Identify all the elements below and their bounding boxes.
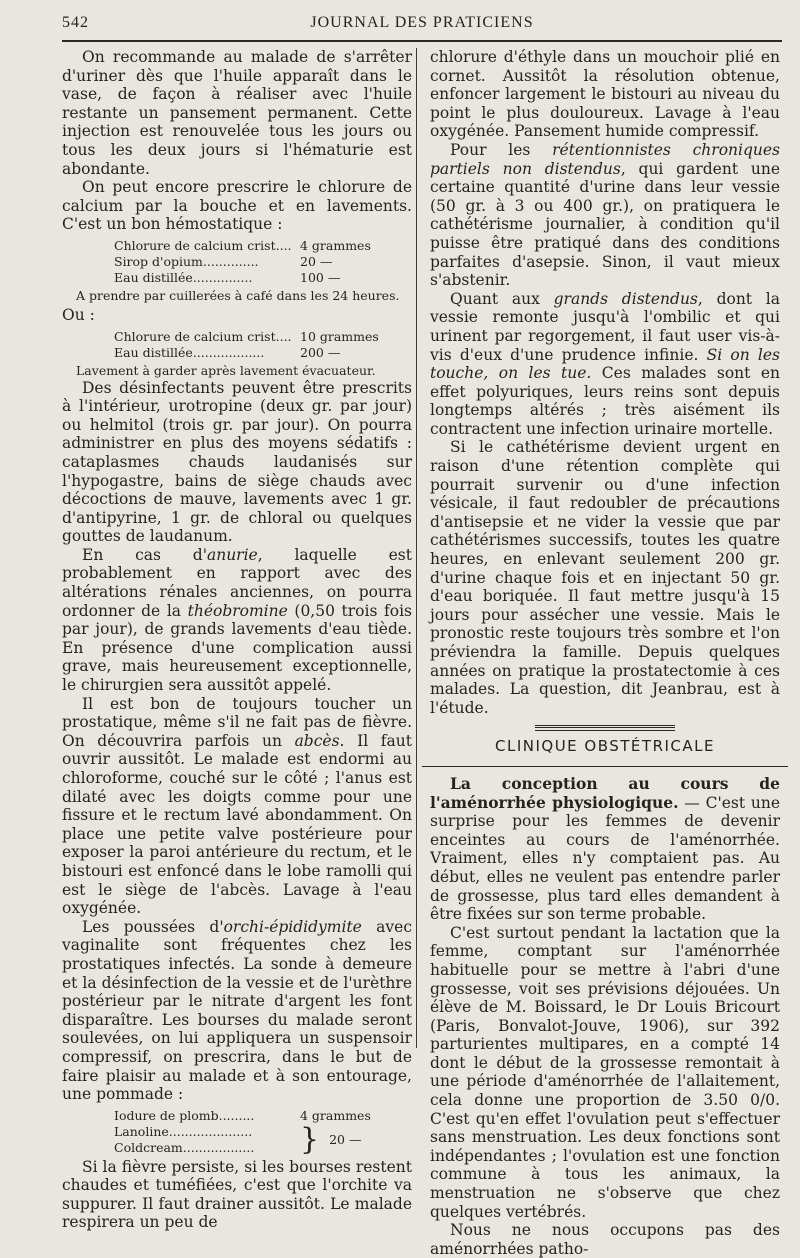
- text-run: , qui gardent une certaine quantité d'urine dans leur vessie (50 gr. à 3 ou 400 gr.), on pratiquera le cathétérisme journalier, à condition qu'il puisse être pratiqué dans des conditions parfaites d'asepsie. Sinon, il vaut mieux s'abstenir.: [430, 159, 780, 290]
- emphasis: théobromine: [187, 601, 288, 620]
- text-run: , laquelle est probablement en rapport avec des altérations rénales anciennes, on pourra ordonner de la: [62, 545, 412, 620]
- right-column: [430, 48, 780, 1258]
- paragraph: chlorure d'éthyle dans un mouchoir plié en cornet. Aussitôt la résolution obtenue, enfoncer largement le bistouri au niveau du point le plus douloureux. Lavage à l'eau oxygénée. Pansement humide compressif.: [430, 48, 780, 141]
- text-run: Quant aux: [450, 289, 554, 308]
- emphasis: orchi-épididymite: [223, 917, 362, 936]
- quantity: 200 —: [300, 344, 341, 360]
- prescription-line: [114, 238, 412, 254]
- ingredient: Chlorure de calcium crist....: [114, 237, 292, 253]
- running-header: [62, 14, 782, 38]
- quantity: 4 grammes: [300, 1107, 371, 1123]
- left-column: [62, 48, 412, 1232]
- emphasis: rétentionnistes chroniques partiels non distendus: [430, 140, 780, 178]
- prescription-line: [114, 329, 412, 345]
- section-rule: [422, 766, 788, 767]
- quantity: 100 —: [300, 269, 341, 285]
- paragraph: Si le cathétérisme devient urgent en raison d'une rétention complète qui pourrait survenir ou d'une infection vésicale, il faut redoubler de précautions d'antisepsie et ne vider la vessie que par cathétérismes successifs, toutes les quatre heures, en enlevant seulement 200 gr. d'urine chaque fois et en injectant 50 gr. d'eau boriquée. Il faut mettre jusqu'à 15 jours pour assécher une vessie. Mais le pronostic reste toujours très sombre et l'on préviendra la famille. Depuis quelques années on pratique la prostatectomie à ces malades. La question, dit Jeanbrau, est à l'étude.: [430, 438, 780, 717]
- paragraph: On peut encore prescrire le chlorure de calcium par la bouche et en lavements. C'est un bon hémostatique :: [62, 178, 412, 234]
- alternative-label: Ou :: [62, 305, 95, 324]
- prescription-3: [114, 1108, 412, 1156]
- text-run: (0,50 trois fois par jour), de grands lavements d'eau tiède. En présence d'une complication aussi grave, mais heureusement exceptionnelle, le chirurgien sera aussitôt appelé.: [62, 601, 412, 695]
- paragraph: [430, 775, 780, 924]
- text-run: avec vaginalite sont fréquentes chez les prostatiques infectés. La sonde à demeure et la désinfection de la vessie et de l'urèthre postérieur par le nitrate d'argent les font disparaître. Les bourses du malade seront soulevées, on lui appliquera un suspensoir compressif, on prescrira, dans le but de faire plaisir au malade et à son entourage, une pommade :: [62, 917, 412, 1104]
- prescription-line: [114, 254, 412, 270]
- paragraph: Nous ne nous occupons pas des aménorrhées patho-: [430, 1221, 780, 1258]
- paragraph: [62, 695, 412, 918]
- emphasis: anurie: [206, 545, 258, 564]
- brace-symbol: }: [300, 1121, 320, 1157]
- section-separator: [535, 725, 675, 731]
- section-title: CLINIQUE OBSTÉTRICALE: [494, 737, 715, 756]
- paragraph: On recommande au malade de s'arrêter d'uriner dès que l'huile apparaît dans le vase, de façon à réaliser avec l'huile restante un pansement permanent. Cette injection est renouvelée tous les jours ou tous les deux jours si l'hématurie est abondante.: [62, 48, 412, 178]
- emphasis: grands distendus: [553, 289, 698, 308]
- prescription-1: [114, 238, 412, 286]
- emphasis: abcès: [294, 731, 340, 750]
- braced-names: [114, 1124, 300, 1156]
- paragraph: C'est surtout pendant la lactation que la femme, comptant sur l'aménorrhée habituelle pour se mettre à l'abri d'une grossesse, voit ses prévisions déjouées. Un élève de M. Boissard, le Dr Louis Bricourt (Paris, Bonvalot-Jouve, 1906), sur 392 parturientes multipares, en a compté 14 dont le début de la grossesse remontait à une période d'aménorrhée de l'allaitement, cela donne une proportion de 3.50 0/0. C'est qu'en effet l'ovulation peut s'effectuer sans menstruation. Les deux fonctions sont indépendantes ; l'ovulation est une fonction commune à tous les animaux, la menstruation ne s'observe que chez quelques vertébrés.: [430, 923, 780, 1221]
- text-run: Pour les: [450, 140, 553, 159]
- ingredient: Iodure de plomb.........: [114, 1107, 255, 1123]
- ingredient: Lanoline.....................: [114, 1123, 253, 1139]
- paragraph: [430, 141, 780, 290]
- quantity: 10 grammes: [300, 328, 379, 344]
- ingredient: Eau distillée...............: [114, 269, 253, 285]
- page-number: 542: [62, 14, 89, 31]
- ingredient: Eau distillée..................: [114, 344, 265, 360]
- quantity: 20 —: [300, 253, 333, 269]
- prescription-2: [114, 329, 412, 361]
- journal-title: JOURNAL DES PRATICIENS: [310, 14, 534, 31]
- paragraph: [62, 918, 412, 1104]
- paragraph: Des désinfectants peuvent être prescrits à l'intérieur, urotropine (deux gr. par jour) ou helmitol (trois gr. par jour). On pourra administrer en plus des moyens sédatifs : cataplasmes chauds laudanisés sur l'hypogastre, bains de siège chauds avec décoctions de mauve, lavements avec 1 gr. d'antipyrine, 1 gr. de chloral ou quelques gouttes de laudanum.: [62, 378, 412, 546]
- header-rule: [62, 40, 782, 42]
- text-run: Il est bon de toujours toucher un prostatique, même s'il ne fait pas de fièvre. On découvrira parfois un: [62, 694, 412, 750]
- paragraph: [62, 546, 412, 695]
- article-title: La conception au cours de l'aménorrhée physiologique.: [430, 773, 780, 812]
- ingredient: Coldcream..................: [114, 1139, 255, 1155]
- text-run: — C'est une surprise pour les femmes de devenir enceintes au cours de l'aménorrhée. Vraiment, elles n'y comptaient pas. Au début, elles ne veulent pas entendre parler de grossesse, plus tard elles demandent à être fixées sur son terme probable.: [430, 793, 780, 924]
- column-divider: [416, 48, 417, 1048]
- prescription-line: [114, 345, 412, 361]
- paragraph: [430, 290, 780, 439]
- quantity: 20 —: [329, 1131, 362, 1147]
- ingredient: Sirop d'opium..............: [114, 253, 259, 269]
- prescription-note: Lavement à garder après lavement évacuateur.: [76, 362, 376, 378]
- prescription-note: A prendre par cuillerées à café dans les 24 heures.: [76, 287, 400, 303]
- text-run: Ces malades sont en effet polyuriques, leurs reins sont depuis longtemps altérés ; très aisément ils contractent une infection urinaire mortelle.: [430, 364, 780, 438]
- text-run: . Il faut ouvrir aussitôt. Le malade est endormi au chloroforme, couché sur le côté ; l'anus est dilaté avec les doigts comme pour une fissure et le rectum lavé abondamment. On place une petite valve postérieure pour exposer la paroi antérieure du rectum, et le bistouri est enfoncé dans le lobe ramolli qui est le siège de l'abcès. Lavage à l'eau oxygénée.: [62, 731, 412, 918]
- emphasis: Si on les touche, on les tue.: [430, 345, 780, 383]
- quantity: 4 grammes: [300, 237, 371, 253]
- braced-ingredients: [114, 1121, 412, 1157]
- prescription-line: [114, 1108, 412, 1124]
- text-run: Les poussées d': [82, 917, 224, 936]
- text-run: En cas d': [82, 545, 207, 564]
- ingredient: Chlorure de calcium crist....: [114, 328, 292, 344]
- prescription-line: [114, 270, 412, 286]
- paragraph: Si la fièvre persiste, si les bourses restent chaudes et tuméfiées, c'est que l'orchite va suppurer. Il faut drainer aussitôt. Le malade respirera un peu de: [62, 1157, 412, 1232]
- text-run: , dont la vessie remonte jusqu'à l'ombilic et qui urinent par regorgement, il faut user vis-à-vis d'eux d'une prudence infinie.: [430, 289, 780, 364]
